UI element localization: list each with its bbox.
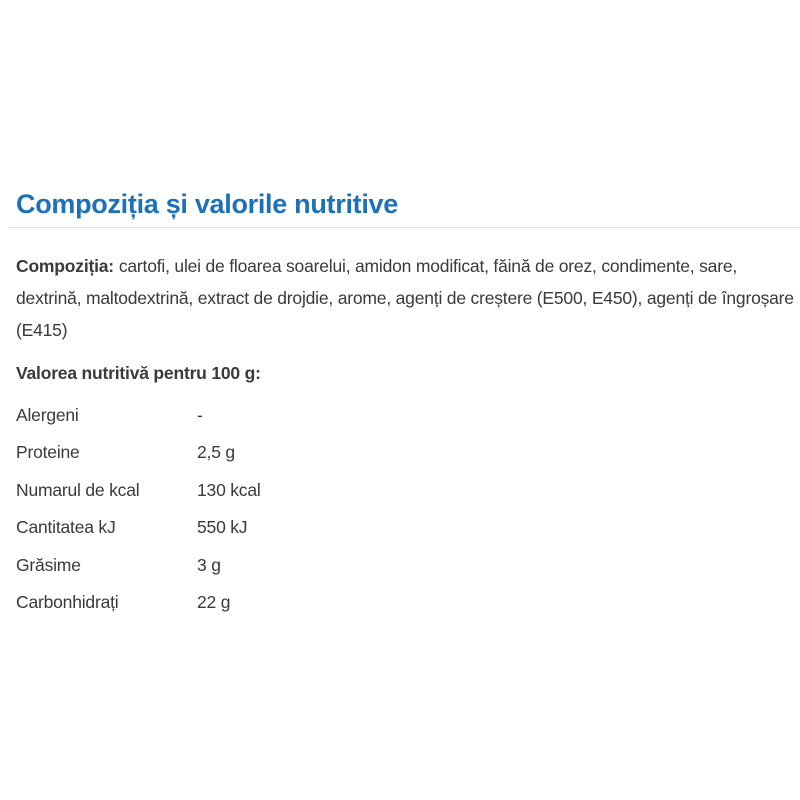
row-value: 130 kcal: [197, 479, 261, 500]
table-row-grasime: [16, 546, 796, 584]
table-row-kj: [16, 509, 796, 547]
table-row-proteine: [16, 434, 796, 472]
page-title: Compoziția și valorile nutritive: [16, 189, 398, 219]
row-label: Cantitatea kJ: [16, 517, 116, 538]
row-label: Proteine: [16, 442, 80, 463]
nutrition-table: [16, 396, 796, 621]
row-value: -: [197, 404, 203, 425]
row-label: Grăsime: [16, 554, 81, 575]
row-label: Numarul de kcal: [16, 479, 140, 500]
row-label: Alergeni: [16, 404, 79, 425]
section-divider: [8, 227, 800, 228]
composition-text: cartofi, ulei de floarea soarelui, amidon modificat, făină de orez, condimente, sare, dextrină, maltodextrină, extract de drojdie, arome, agenți de creștere (E500, E450), agenți de îngroșare (E415): [16, 256, 794, 340]
row-value: 3 g: [197, 554, 221, 575]
table-row-alergeni: [16, 396, 796, 434]
row-value: 550 kJ: [197, 517, 248, 538]
composition-paragraph: [16, 250, 796, 346]
composition-label: Compoziția:: [16, 256, 114, 276]
row-label: Carbonhidrați: [16, 592, 119, 613]
table-row-kcal: [16, 471, 796, 509]
nutrition-heading: Valorea nutritivă pentru 100 g:: [16, 363, 261, 383]
row-value: 22 g: [197, 592, 231, 613]
row-value: 2,5 g: [197, 442, 235, 463]
table-row-carbohidrati: [16, 584, 796, 622]
